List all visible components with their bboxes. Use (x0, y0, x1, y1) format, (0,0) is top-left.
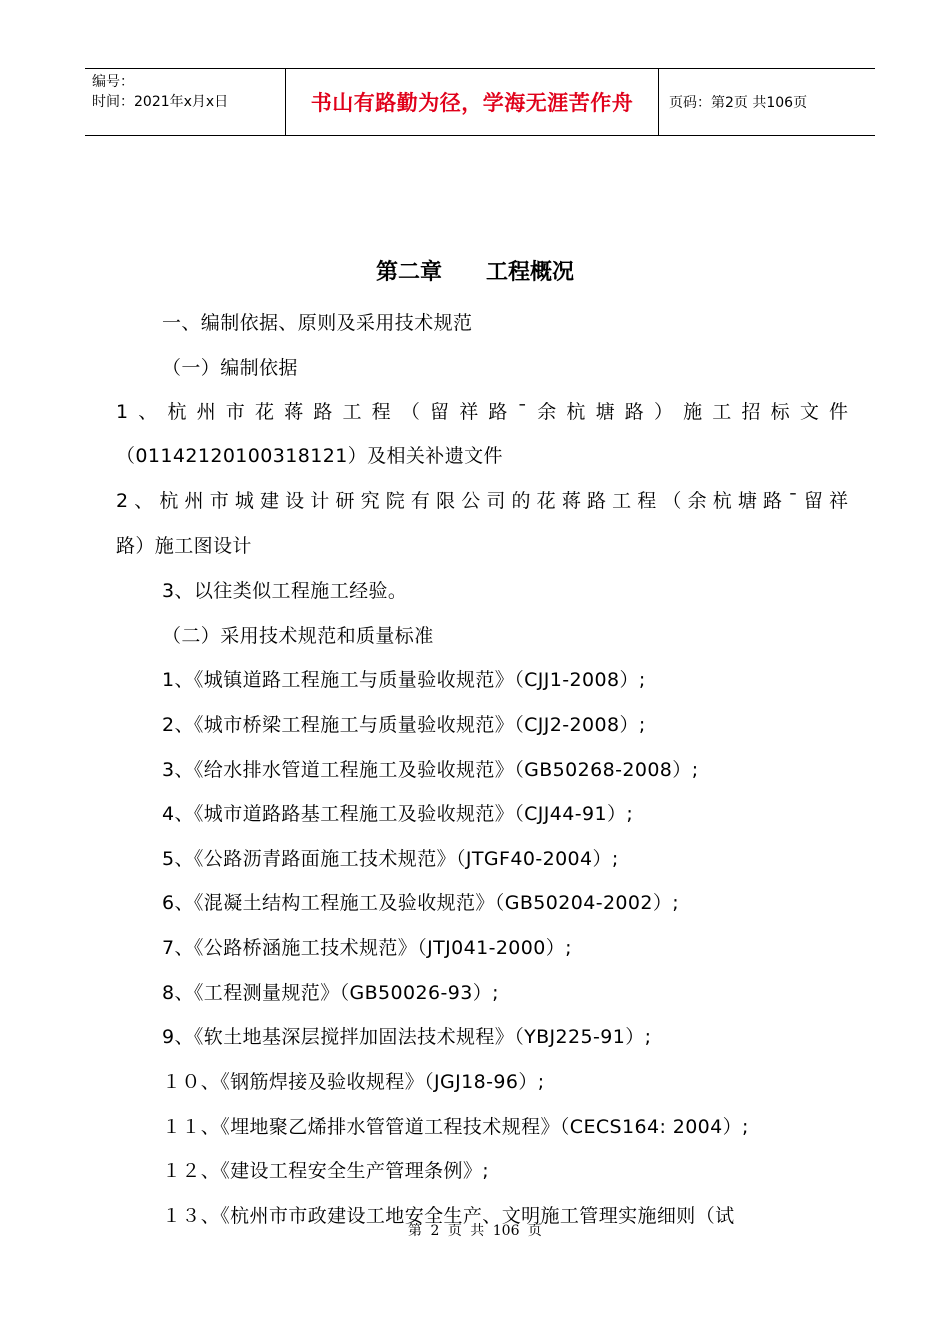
basis-item-2-line-2: 路）施工图设计 (116, 535, 252, 557)
standard-item: １２、《建设工程安全生产管理条例》; (162, 1160, 490, 1182)
standard-item: １３、《杭州市市政建设工地安全生产、文明施工管理实施细则（试 (162, 1205, 735, 1227)
standard-item: 6、《混凝土结构工程施工及验收规范》（GB50204-2002）; (162, 892, 680, 914)
basis-item-1-line-1: 1、杭州市花蒋路工程（留祥路¯余杭塘路）施工招标文件 (116, 401, 848, 423)
chapter-name: 工程概况 (486, 259, 575, 285)
standard-item: 1、《城镇道路工程施工与质量验收规范》（CJJ1-2008）; (162, 669, 646, 691)
standard-item: 4、《城市道路路基工程施工及验收规范》（CJJ44-91）; (162, 803, 634, 825)
standard-item: 3、《给水排水管道工程施工及验收规范》（GB50268-2008）; (162, 759, 699, 781)
basis-item-3: 3、以往类似工程施工经验。 (162, 580, 408, 602)
standard-item: １１、《埋地聚乙烯排水管管道工程技术规程》（CECS164: 2004）; (162, 1116, 749, 1138)
standard-item: 2、《城市桥梁工程施工与质量验收规范》（CJJ2-2008）; (162, 714, 646, 736)
page-header (85, 68, 875, 136)
page-footer: 第 2 页 共 106 页 (408, 1223, 542, 1239)
header-motto-cell (286, 69, 659, 135)
standard-item: １０、《钢筋焊接及验收规程》（JGJ18-96）; (162, 1071, 545, 1093)
basis-item-1-line-2: （01142120100318121）及相关补遗文件 (116, 445, 503, 467)
header-number: 编号： (92, 74, 134, 90)
standard-item: 9、《软土地基深层搅拌加固法技术规程》（YBJ225-91）; (162, 1026, 652, 1048)
header-page-info: 页码：第2页 共106页 (669, 95, 808, 111)
chapter-title (0, 255, 950, 286)
header-time: 时间：2021年x月x日 (92, 94, 229, 110)
header-meta (85, 69, 286, 135)
subsection-heading-basis: （一）编制依据 (162, 357, 298, 379)
standard-item: 7、《公路桥涵施工技术规范》（JTJ041-2000）; (162, 937, 572, 959)
standard-item: 5、《公路沥青路面施工技术规范》（JTGF40-2004）; (162, 848, 619, 870)
basis-item-2-line-1: 2、杭州市城建设计研究院有限公司的花蒋路工程（余杭塘路¯留祥 (116, 490, 848, 512)
subsection-heading-standards: （二）采用技术规范和质量标准 (162, 625, 434, 647)
section-heading-1: 一、编制依据、原则及采用技术规范 (162, 312, 473, 334)
header-motto: 书山有路勤为径，学海无涯苦作舟 (310, 91, 634, 115)
chapter-number: 第二章 (375, 259, 442, 285)
standard-item: 8、《工程测量规范》（GB50026-93）; (162, 982, 499, 1004)
